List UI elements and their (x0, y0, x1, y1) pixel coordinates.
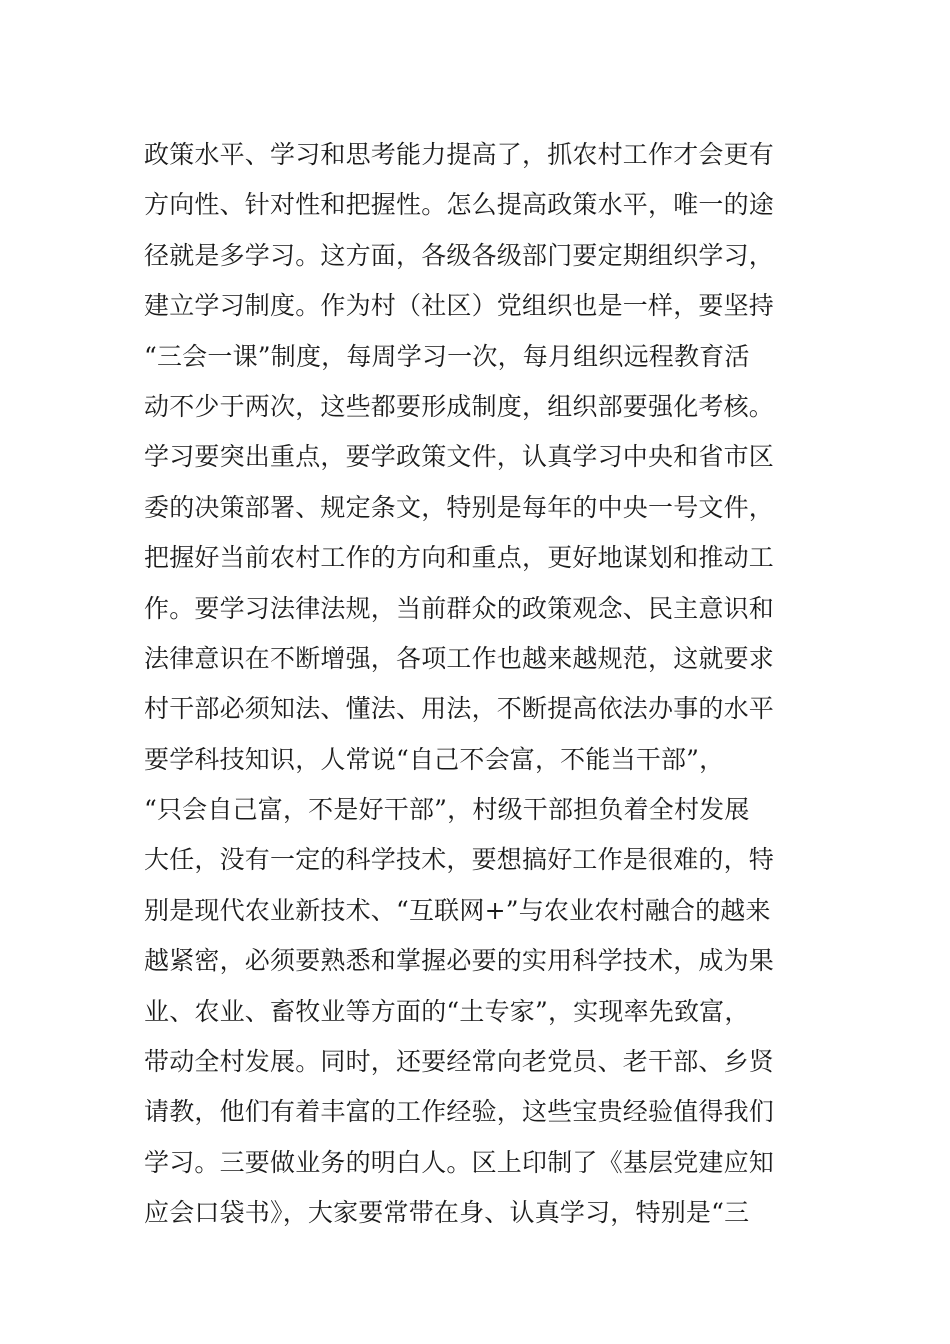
text-line: “三会一课”制度，每周学习一次，每月组织远程教育活 (144, 341, 750, 371)
text-line: “只会自己富，不是好干部”，村级干部担负着全村发展 (144, 795, 750, 825)
text-line: 带动全村发展。同时，还要经常向老党员、老干部、乡贤 (144, 1047, 775, 1077)
text-line: 业、农业、畜牧业等方面的“土专家”，实现率先致富， (144, 996, 750, 1026)
text-line: 径就是多学习。这方面，各级各级部门要定期组织学习， (144, 240, 775, 270)
text-line: 村干部必须知法、懂法、用法，不断提高依法办事的水平 (144, 694, 775, 724)
text-line: 学习要突出重点，要学政策文件，认真学习中央和省市区 (144, 442, 775, 472)
text-line: 方向性、针对性和把握性。怎么提高政策水平，唯一的途 (144, 190, 775, 220)
text-line: 别是现代农业新技术、“互联网+”与农业农村融合的越来 (144, 895, 771, 925)
text-line: 政策水平、学习和思考能力提高了，抓农村工作才会更有 (144, 140, 775, 169)
text-line: 学习。三要做业务的明白人。区上印制了《基层党建应知 (144, 1147, 775, 1177)
text-line: 法律意识在不断增强，各项工作也越来越规范，这就要求 (144, 643, 775, 673)
body-text (144, 130, 824, 1239)
text-line: 应会口袋书》，大家要常带在身、认真学习，特别是“三 (144, 1198, 750, 1228)
text-line: 把握好当前农村工作的方向和重点，更好地谋划和推动工 (144, 543, 775, 573)
text-line: 大任，没有一定的科学技术，要想搞好工作是很难的，特 (144, 845, 775, 875)
text-line: 作。要学习法律法规，当前群众的政策观念、民主意识和 (144, 593, 775, 623)
text-line: 建立学习制度。作为村（社区）党组织也是一样，要坚持 (144, 291, 775, 321)
text-line: 请教，他们有着丰富的工作经验，这些宝贵经验值得我们 (144, 1097, 775, 1127)
text-line: 越紧密，必须要熟悉和掌握必要的实用科学技术，成为果 (144, 946, 775, 976)
text-line: 动不少于两次，这些都要形成制度，组织部要强化考核。 (144, 391, 775, 421)
text-line: 委的决策部署、规定条文，特别是每年的中央一号文件， (144, 492, 775, 522)
text-line: 要学科技知识，人常说“自己不会富，不能当干部”， (144, 744, 725, 774)
